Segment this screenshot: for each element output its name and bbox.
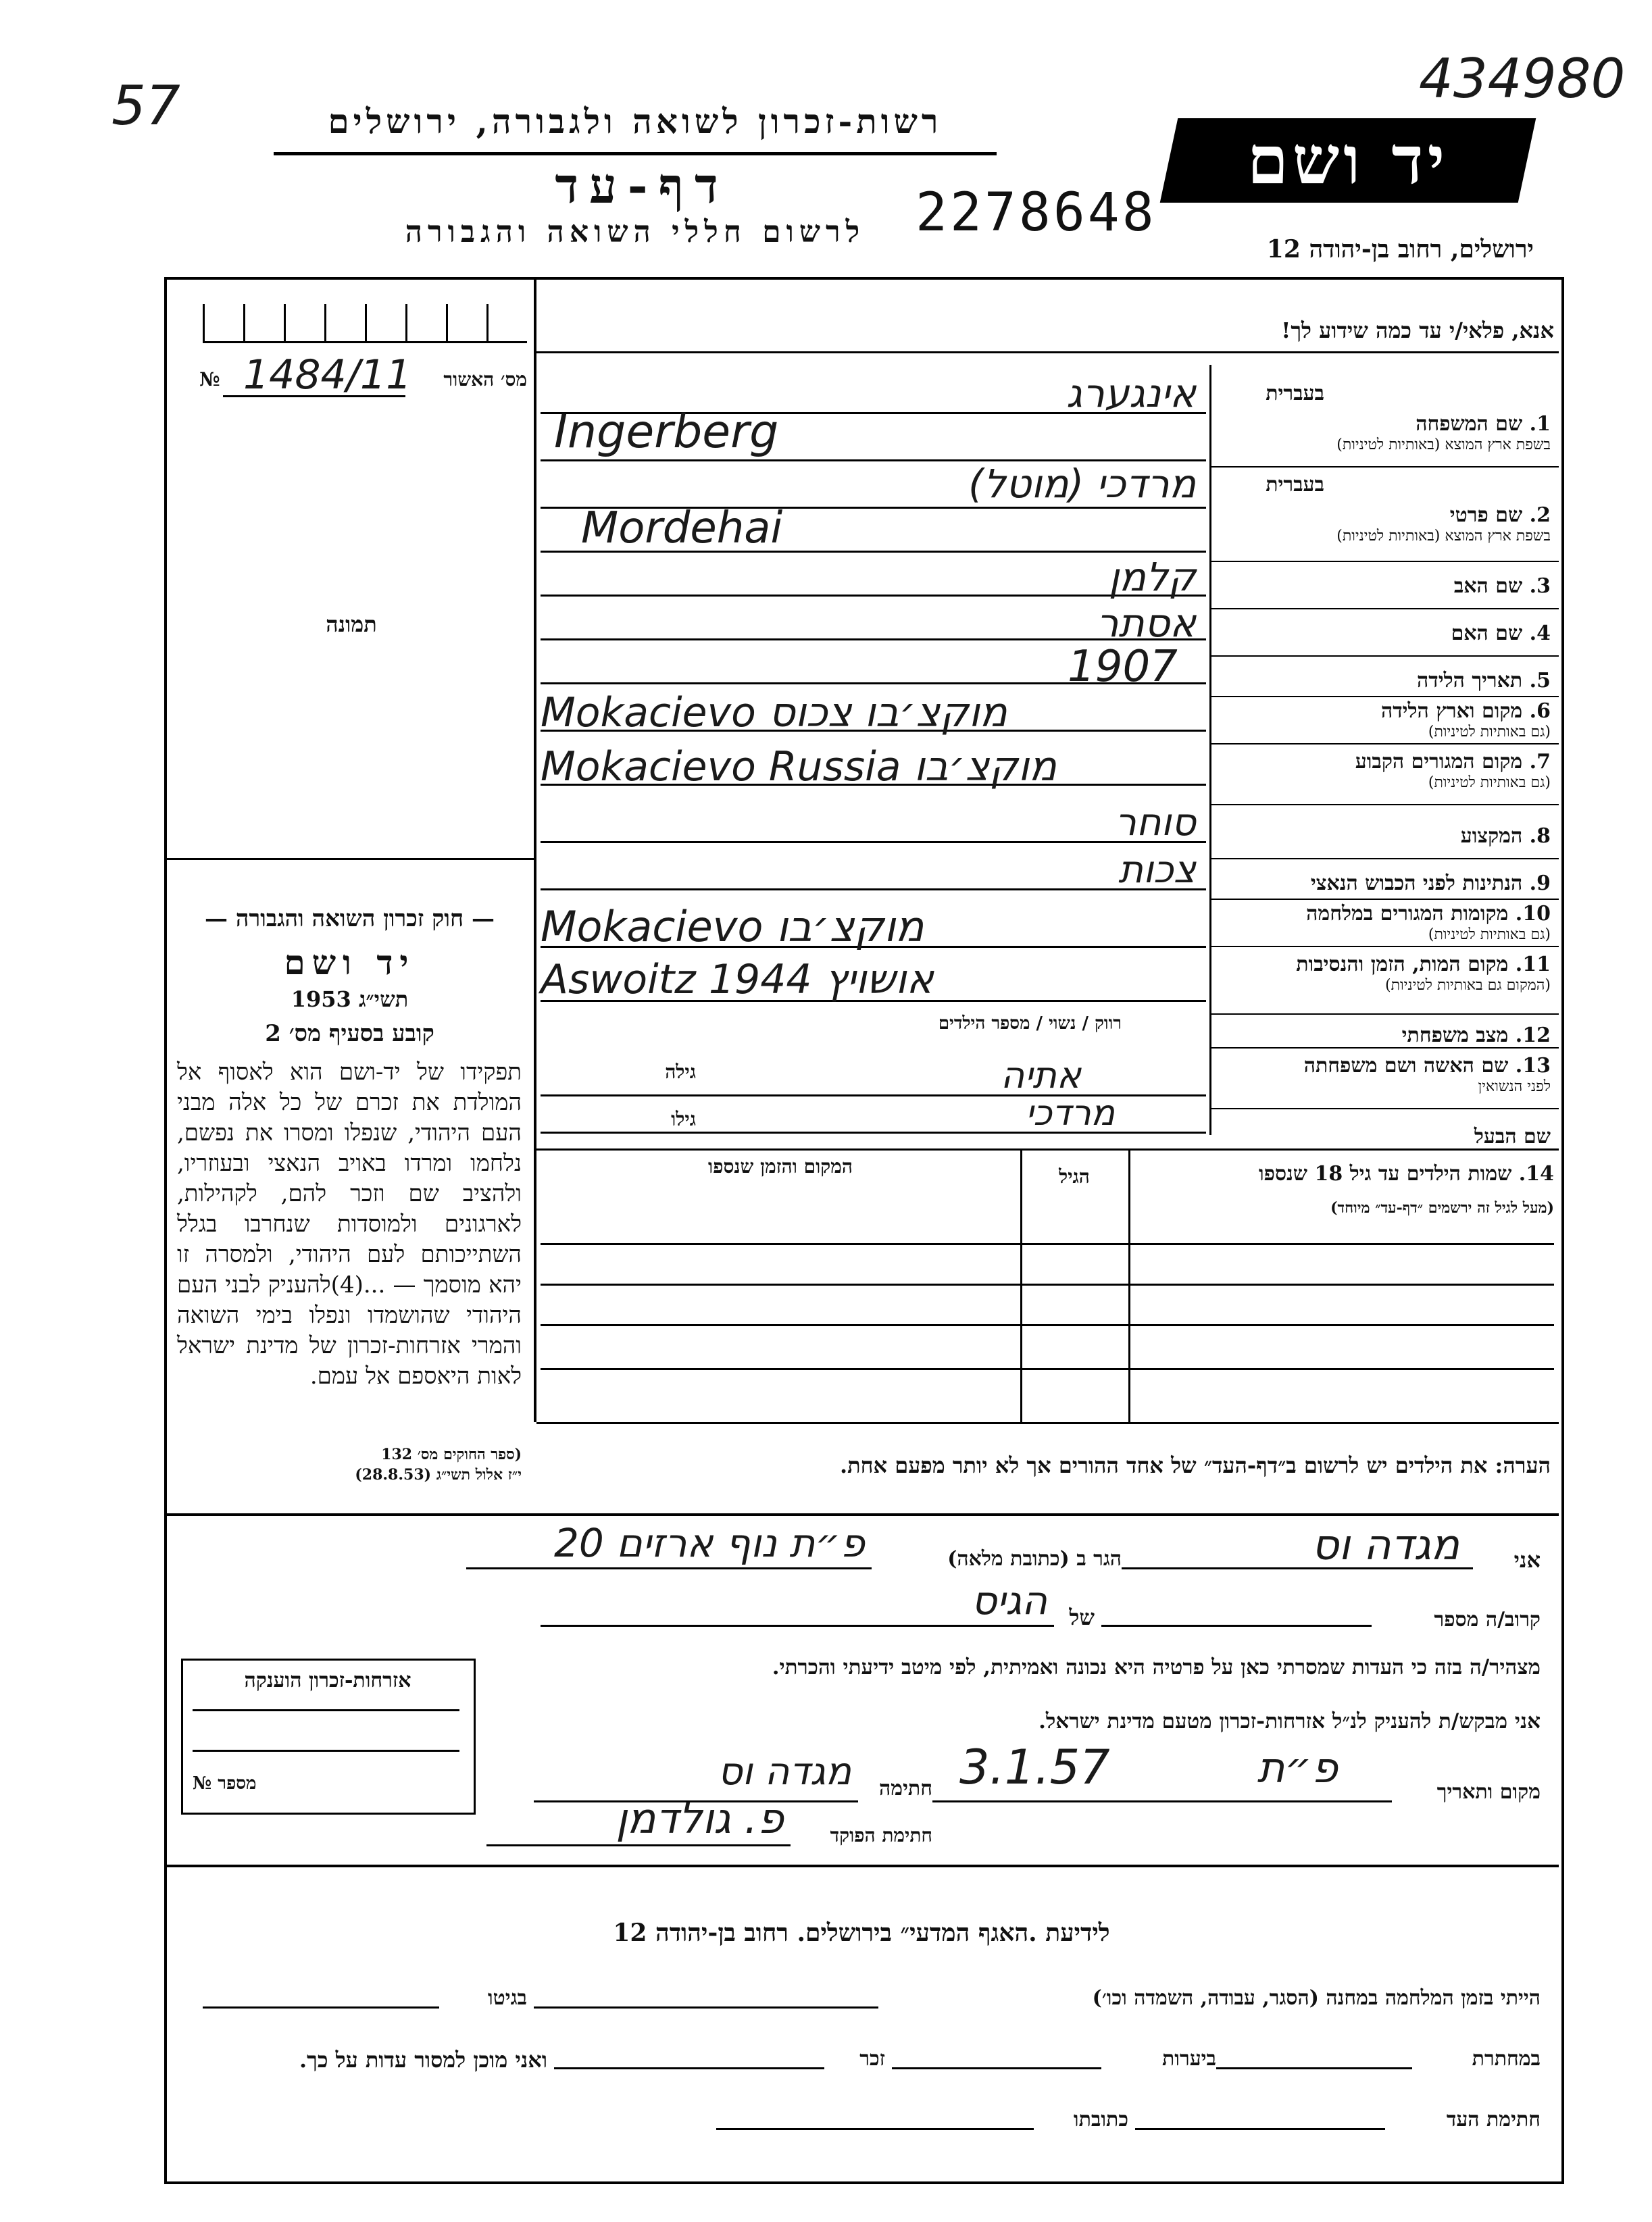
- decl-of-label: של: [1069, 1605, 1095, 1630]
- form-title: דף-עד: [555, 157, 729, 214]
- footer-line-2b: ביערות: [1161, 2047, 1216, 2071]
- field-4-num: 4.: [1529, 622, 1551, 645]
- field-8-num: 8.: [1529, 824, 1551, 848]
- field-7-name: מקום המגורים הקבוע: [1355, 750, 1523, 774]
- field-6-sub: (גם באותיות לטיניות): [1428, 724, 1551, 740]
- field-12-name: מצב משפחתי: [1401, 1024, 1509, 1047]
- cert-box-title: אזרחות-זכרון הוענקה: [244, 1669, 411, 1692]
- decl-date-value: 3.1.57: [959, 1740, 1110, 1795]
- hebrew-label-1: בעברית: [1266, 382, 1324, 405]
- law-title: — חוק זכרון השואה והגבורה —: [205, 905, 495, 932]
- children-sub: (מעל לגיל זה ירשמים ״דף-עד״ מיוחד): [1330, 1199, 1554, 1217]
- field-5-num: 5.: [1529, 669, 1551, 692]
- corner-right-number: 434980: [1419, 47, 1626, 110]
- field-5-name: תאריך הלידה: [1417, 669, 1523, 692]
- field-11-label: [1220, 953, 1551, 994]
- field-1-sub: בשפת ארץ המוצא (באותיות לטיניות): [1336, 436, 1551, 453]
- approval-label: מס׳ האשור: [443, 368, 527, 390]
- decl-place-value: פ״ת: [1257, 1743, 1338, 1792]
- id-number: 2278648: [916, 182, 1157, 243]
- field-7-sub: (גם באותיות לטיניות): [1428, 774, 1551, 791]
- value-birth-place: Mokacievo מוקצ׳בו צכוס: [541, 689, 1007, 736]
- decl-signature-label: חתימה: [879, 1777, 932, 1800]
- field-11-num: 11.: [1515, 953, 1551, 976]
- field-7-label: [1220, 750, 1551, 791]
- value-death-place: Aswoitz 1944 אושויץ: [541, 956, 934, 1003]
- footer-line-2d: ואני מוכן למסור עדות על כך.: [299, 2047, 547, 2073]
- field-3-name: שם האב: [1453, 574, 1523, 598]
- form-subtitle: לרשום חללי השואה והגבורה: [405, 215, 866, 249]
- field-4-name: שם האם: [1451, 622, 1523, 645]
- approval-no-label: №: [199, 368, 220, 390]
- value-mother: אסתר: [1096, 600, 1196, 646]
- decl-resides-value: פ״ת נוף ארזים 20: [553, 1520, 865, 1566]
- field-12-num: 12.: [1515, 1024, 1551, 1047]
- family-status-options: רווק / נשוי / מספר הילדים: [938, 1013, 1122, 1034]
- approval-value: 1484/11: [243, 351, 412, 399]
- yad-vashem-logo: [1160, 118, 1536, 203]
- field-3-label: [1220, 574, 1551, 598]
- age-label-m: גילו: [671, 1108, 696, 1130]
- photo-label: תמונה: [326, 611, 377, 637]
- field-6-label: [1220, 699, 1551, 740]
- field-9-name: הנתינות לפני הכבוש הנאצי: [1310, 872, 1523, 895]
- value-residence: Mokacievo Russia מוקצ׳בו: [541, 743, 1057, 790]
- law-text: תפקידו של יד-ושם הוא לאסוף אל המולדת את זכרם של כל אלה מבני העם היהודי, שנפלו ומסרו את נפשם, נלחמו ומרדו באויב הנאצי ובעוזריו, ולהציב שם וזכר להם, לקהילות, לארגונים ולמוסדות שנחרבו בגלל השתייכותם לעם היהודי, ולמסרה זו יהא מוסמך — ...(4)להעניק לבני העם היהודי שהושמדו ונפלו בימי השואה והמרי אזרחות-זכרון של מדינת ישראל לאות היאספם אל עמם.: [177, 1059, 522, 1390]
- law-source-2: י״ז אלול תשי״ג (28.8.53): [355, 1466, 522, 1484]
- decl-i-label: אני: [1513, 1547, 1541, 1573]
- value-birth-date: 1907: [1068, 642, 1178, 692]
- field-2-num: 2.: [1529, 503, 1551, 527]
- prompt-line: אנא, פלאי/י עד כמה שידוע לך!: [1281, 318, 1554, 343]
- field-4-label: [1220, 622, 1551, 645]
- footer-line-2a: במחתרת: [1472, 2047, 1541, 2071]
- footer-line-2c: זכר: [859, 2047, 885, 2071]
- field-2-sub: בשפת ארץ המוצא (באותיות לטיניות): [1336, 528, 1551, 545]
- law-section: קובע בסעיף מס׳ 2: [265, 1020, 434, 1047]
- field-13-name: שם האשה ושם משפחתה: [1303, 1054, 1509, 1078]
- decl-clerk-label: חתימת הפוקד: [830, 1824, 932, 1846]
- logo-text: יד ושם: [1247, 122, 1449, 199]
- husband-label: שם הבעל: [1474, 1125, 1551, 1148]
- decl-request: אני מבקש/ת להעניק לנ״ל אזרחות-זכרון מטעם מדינת ישראל.: [1038, 1709, 1541, 1734]
- value-profession: סוחר: [1115, 801, 1196, 844]
- hebrew-label-2: בעברית: [1266, 473, 1324, 497]
- value-child: מרדכי: [1025, 1093, 1115, 1134]
- cert-no-label: מספר №: [193, 1773, 257, 1794]
- value-family-name-lat: Ingerberg: [554, 405, 779, 459]
- decl-place-date-label: מקום ותאריך: [1436, 1780, 1541, 1804]
- field-10-sub: (גם באותיות לטיניות): [1428, 926, 1551, 943]
- corner-left-number: 57: [111, 74, 180, 137]
- value-citizenship: צכות: [1118, 848, 1196, 892]
- decl-relative-label: קרוב/ה מספר: [1434, 1608, 1541, 1632]
- decl-of-value: הגיס: [971, 1577, 1047, 1623]
- age-label-f: גילה: [665, 1061, 696, 1083]
- decl-i-value: מגדה וס: [1311, 1520, 1459, 1569]
- field-8-name: המקצוע: [1460, 824, 1523, 848]
- field-9-num: 9.: [1529, 872, 1551, 895]
- value-wife: אתיה: [1001, 1054, 1081, 1096]
- value-family-name-he: אינגערג: [1066, 370, 1196, 416]
- field-2-name: שם פרטי: [1449, 503, 1523, 527]
- field-11-sub: (המקום גם באותיות לטיניות): [1385, 977, 1551, 994]
- footer-line-3a: חתימת העד: [1446, 2108, 1541, 2131]
- field-8-label: [1220, 824, 1551, 848]
- field-1-name: שם המשפחה: [1416, 412, 1523, 436]
- field-10-num: 10.: [1515, 902, 1551, 926]
- field-11-name: מקום המות, הזמן והנסיבות: [1296, 953, 1509, 976]
- field-7-num: 7.: [1529, 750, 1551, 774]
- decl-clerk-value: פ. גולדמן: [616, 1794, 784, 1843]
- children-label: 14. שמות הילדים עד גיל 18 שנספו: [1258, 1162, 1554, 1186]
- law-year: תשי״ג 1953: [291, 986, 409, 1012]
- authority-line: רשות-זכרון לשואה ולגבורה, ירושלים: [328, 101, 943, 141]
- field-5-label: [1220, 669, 1551, 692]
- decl-signature-value: מגדה וס: [718, 1750, 851, 1794]
- value-first-name-he: מרדכי (מוטל): [968, 461, 1196, 507]
- field-1-num: 1.: [1529, 412, 1551, 436]
- field-10-name: מקומות המגורים במלחמה: [1306, 902, 1509, 926]
- children-col-age: הגיל: [1059, 1165, 1090, 1188]
- footer-line-1b: בגיטו: [487, 1986, 527, 2010]
- decl-resides-label: הגר ב (כתובת מלאה): [947, 1547, 1122, 1571]
- children-col-place: המקום והזמן שנספו: [708, 1155, 853, 1178]
- field-1-label: [1220, 412, 1551, 453]
- value-father: קלמן: [1108, 554, 1196, 600]
- value-wartime-residence: Mokacievo מוקצ׳בו: [541, 902, 924, 951]
- footer-info-line: לידיעת .האגף המדעי״ בירושלים. רחוב בן-יהודה 12: [613, 1919, 1110, 1947]
- field-6-name: מקום וארץ הלידה: [1380, 699, 1523, 723]
- field-12-label: [1220, 1024, 1551, 1047]
- field-6-num: 6.: [1529, 699, 1551, 723]
- field-13-sub: לפני הנשואין: [1478, 1078, 1551, 1095]
- footer-line-3b: כתובתו: [1073, 2108, 1128, 2131]
- law-name: יד ושם: [284, 942, 416, 982]
- field-2-label: [1220, 503, 1551, 545]
- note-text: הערה: את הילדים יש לרשום ב״דף-העד״ של אחד ההורים אך לא יותר מפעם אחת.: [839, 1453, 1551, 1478]
- footer-line-1: הייתי בזמן המלחמה במחנה (הסגר, עבודה, השמדה וכו׳): [1092, 1986, 1541, 2010]
- value-first-name-lat: Mordehai: [581, 503, 783, 553]
- field-13-label: [1220, 1054, 1551, 1095]
- header-address: ירושלים, רחוב בן-יהודה 12: [1266, 235, 1534, 263]
- field-10-label: [1220, 902, 1551, 943]
- field-13-num: 13.: [1515, 1054, 1551, 1078]
- approval-boxes: [203, 304, 527, 343]
- decl-statement: מצהיר/ה בזה כי העדות שמסרתי כאן על פרטיה היא נכונה ואמיתית, לפי מיטב ידיעתי והכרתי.: [772, 1655, 1541, 1680]
- field-3-num: 3.: [1529, 574, 1551, 598]
- field-9-label: [1220, 872, 1551, 895]
- law-source-1: (ספר החוקים מס׳ 132: [381, 1446, 522, 1463]
